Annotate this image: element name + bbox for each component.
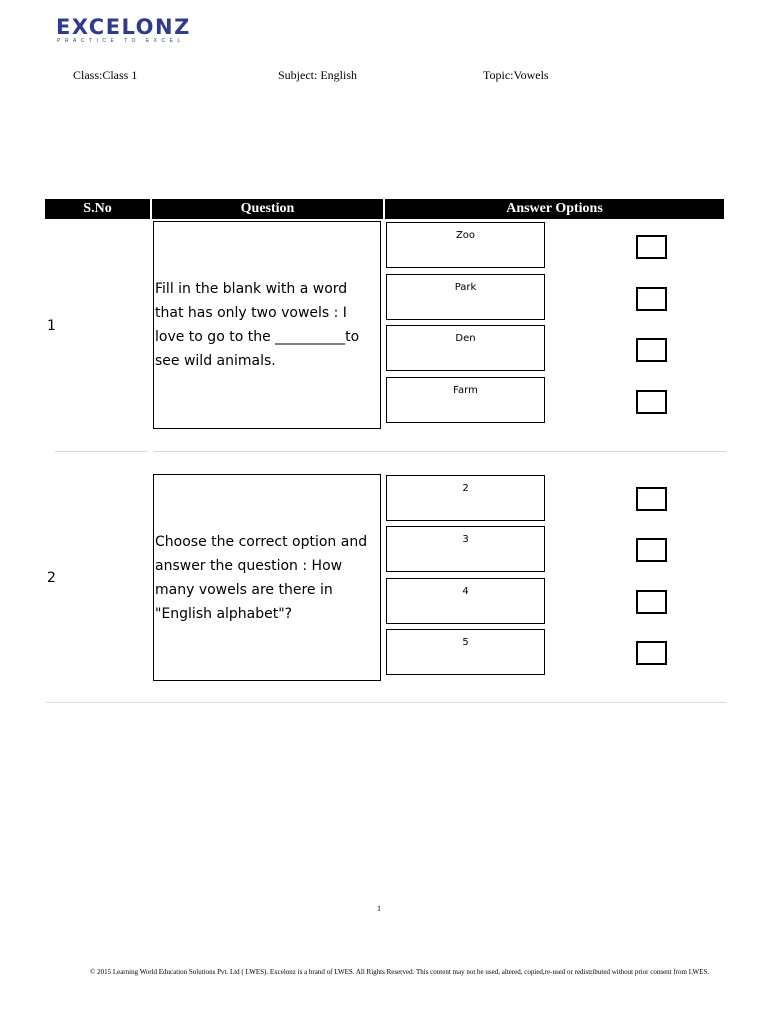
column-header-answer-options: Answer Options	[385, 199, 724, 219]
row-divider	[154, 451, 726, 452]
logo-tagline: PRACTICE TO EXCEL	[57, 38, 185, 44]
answer-option[interactable]: Den	[386, 325, 545, 371]
answer-checkbox[interactable]	[636, 590, 667, 614]
answer-option[interactable]: 2	[386, 475, 545, 521]
answer-option[interactable]: 5	[386, 629, 545, 675]
answer-checkbox[interactable]	[636, 235, 667, 259]
answer-option[interactable]: Farm	[386, 377, 545, 423]
answer-checkbox[interactable]	[636, 538, 667, 562]
column-header-question: Question	[152, 199, 383, 219]
copyright-footer: © 2015 Learning World Education Solutions Pvt. Ltd ( LWES). Excelonz is a brand of LWES. All Rights Reserved. This content may not be used, altered, copied,re-used or redistributed without prior consent from LWES.	[90, 968, 710, 976]
answer-checkbox[interactable]	[636, 641, 667, 665]
subject-label: Subject: English	[278, 68, 357, 82]
row-sno: 2	[47, 570, 56, 586]
question-text: Choose the correct option and answer the question : How many vowels are there in "English alphabet"?	[155, 533, 368, 622]
column-header-sno: S.No	[45, 199, 150, 219]
question-box	[153, 474, 381, 681]
answer-option[interactable]: Zoo	[386, 222, 545, 268]
answer-option[interactable]: 4	[386, 578, 545, 624]
logo	[56, 16, 191, 44]
answer-option[interactable]: Park	[386, 274, 545, 320]
question-box	[153, 221, 381, 429]
answer-checkbox[interactable]	[636, 487, 667, 511]
row-divider	[46, 702, 726, 703]
answer-checkbox[interactable]	[636, 287, 667, 311]
row-divider	[55, 451, 148, 452]
answer-checkbox[interactable]	[636, 338, 667, 362]
answer-checkbox[interactable]	[636, 390, 667, 414]
class-label: Class:Class 1	[73, 68, 138, 82]
row-sno: 1	[47, 318, 56, 334]
topic-label: Topic:Vowels	[483, 68, 549, 82]
page-number: 1	[377, 904, 381, 913]
logo-brand: EXCELONZ	[56, 15, 191, 39]
question-text: Fill in the blank with a word that has only two vowels : I love to go to the __________to see wild animals.	[155, 281, 360, 369]
answer-option[interactable]: 3	[386, 526, 545, 572]
